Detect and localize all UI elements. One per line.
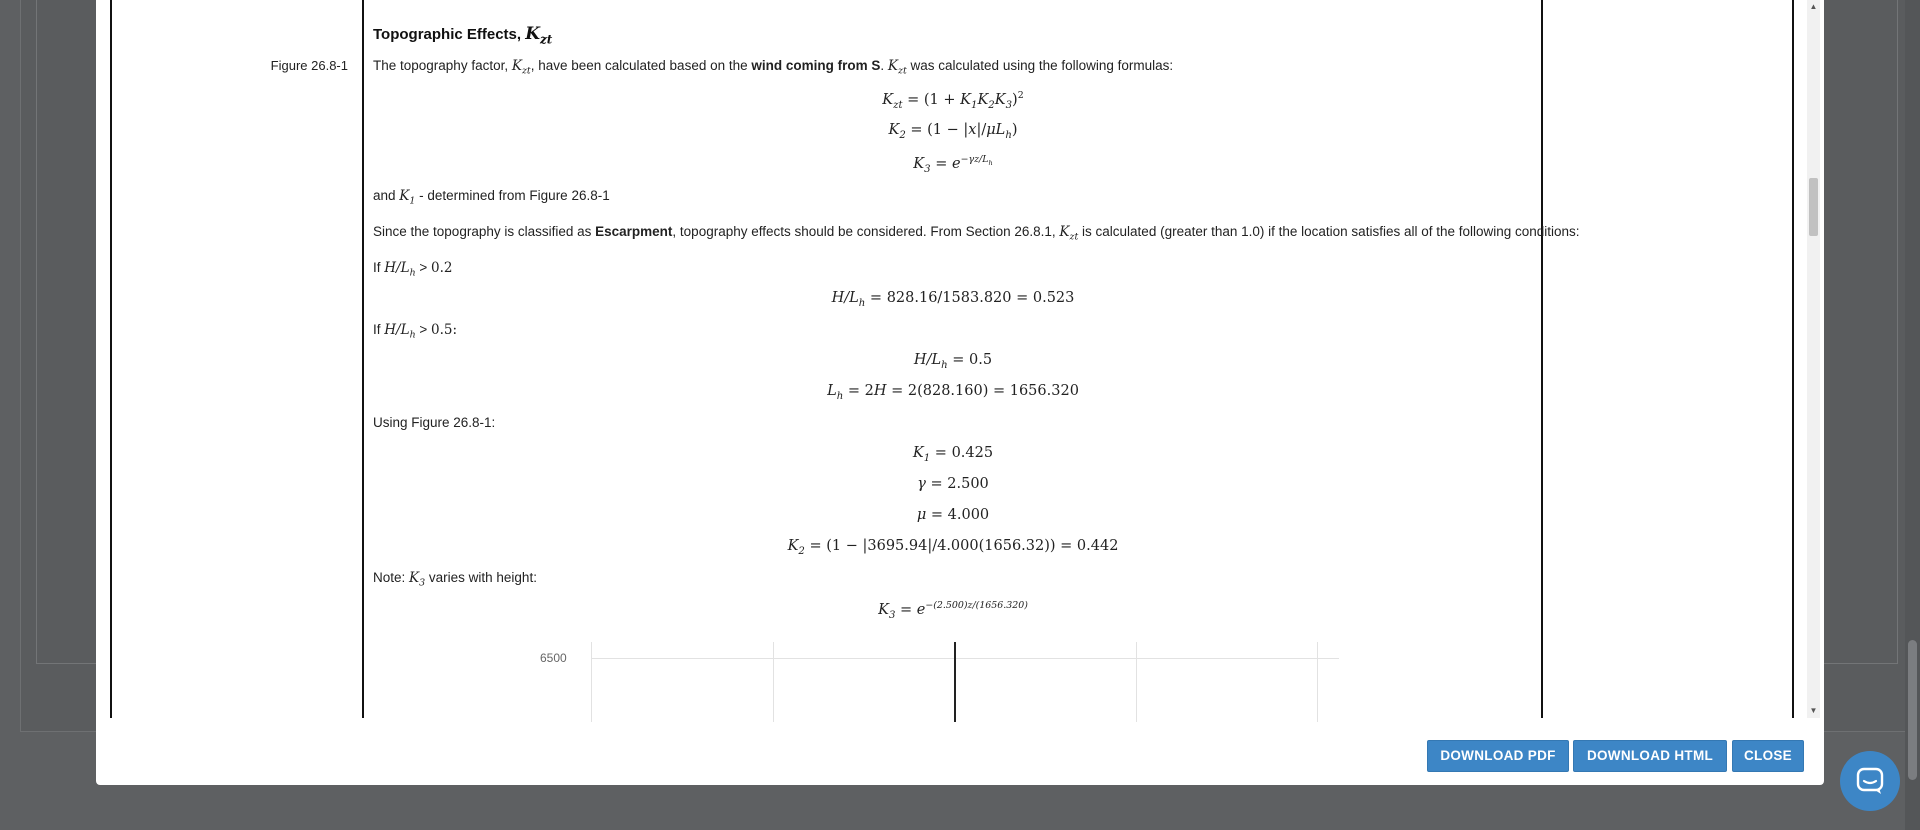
eq-h-over-lh-set: $H/L_h = 0.5$	[913, 352, 993, 371]
modal-scrollbar-thumb[interactable]	[1809, 178, 1818, 236]
chart-gridline-v4	[1317, 642, 1318, 722]
eq-k2-value: $K_2 = (1 - |3695.94|/4.000(1656.32)) = 0.442$	[787, 538, 1119, 557]
chart-gridline-v3	[1136, 642, 1137, 722]
eq-lh: $L_h = 2H = 2(828.160) = 1656.320$	[827, 383, 1079, 402]
condition-2: If $H/L_h > 0.5$:	[373, 322, 458, 341]
table-border-right	[1541, 0, 1543, 718]
condition-1: If $H/L_h > 0.2$	[373, 260, 453, 279]
eq-gamma-value: γ = 2.500	[917, 476, 989, 492]
eq-k1-value: $K_1 = 0.425$	[912, 445, 994, 464]
report-modal	[96, 0, 1824, 785]
chart-gridline-v1	[591, 642, 592, 722]
arrow-down-icon[interactable]: ▼	[1809, 706, 1818, 715]
page-scrollbar-thumb[interactable]	[1908, 640, 1917, 780]
chart-marker-line	[954, 642, 956, 722]
chart-gridline-v2	[773, 642, 774, 722]
table-border-outer	[1792, 0, 1794, 718]
using-figure-text: Using Figure 26.8-1:	[373, 415, 496, 430]
modal-scrollbar[interactable]	[1807, 0, 1820, 718]
intro-paragraph: The topography factor, $K_{zt}$, have been calculated based on the wind coming from S. $K_{zt}$ was calculated using the following formulas:	[373, 58, 1174, 77]
chat-bubble-icon	[1855, 766, 1885, 796]
formula-k2: $K_2 = (1 - |x|/\mu L_h)$	[888, 122, 1018, 141]
report-viewport	[110, 0, 1818, 718]
eq-mu-value: μ = 4.000	[916, 507, 990, 523]
arrow-up-icon[interactable]: ▲	[1809, 2, 1818, 11]
close-button[interactable]: CLOSE	[1732, 740, 1804, 772]
classification-paragraph: Since the topography is classified as Escarpment, topography effects should be considered. From Section 26.8.1, $K_{zt}$ is calculated (greater than 1.0) if the location satisfies all of the following conditions:	[373, 224, 1580, 243]
eq-h-over-lh: $H/L_h = 828.16/1583.820 = 0.523$	[831, 290, 1075, 309]
page-scrollbar[interactable]	[1905, 0, 1920, 830]
figure-reference: Figure 26.8-1	[270, 58, 348, 73]
formula-kzt: $K_{zt} = (1 + K_1K_2K_3)^2$	[882, 90, 1024, 111]
download-pdf-button[interactable]: DOWNLOAD PDF	[1427, 740, 1569, 772]
download-html-button[interactable]: DOWNLOAD HTML	[1573, 740, 1727, 772]
table-border-ref	[362, 0, 364, 718]
formula-k3: $K_3 = e^{-\gamma z/L_h}$	[913, 154, 993, 175]
chart-gridline-top	[591, 658, 1339, 659]
k3-note: Note: $K_3$ varies with height:	[373, 570, 537, 589]
eq-k3-value: $K_3 = e^{-(2.500)z/(1656.320)}$	[878, 600, 1028, 621]
k1-note: and $K_1$ - determined from Figure 26.8-1	[373, 188, 610, 207]
table-border-left	[110, 0, 112, 718]
chart-y-tick-top: 6500	[540, 651, 567, 665]
section-title: Topographic Effects, $K_{zt}$	[373, 24, 553, 47]
chat-launcher-button[interactable]	[1840, 751, 1900, 811]
